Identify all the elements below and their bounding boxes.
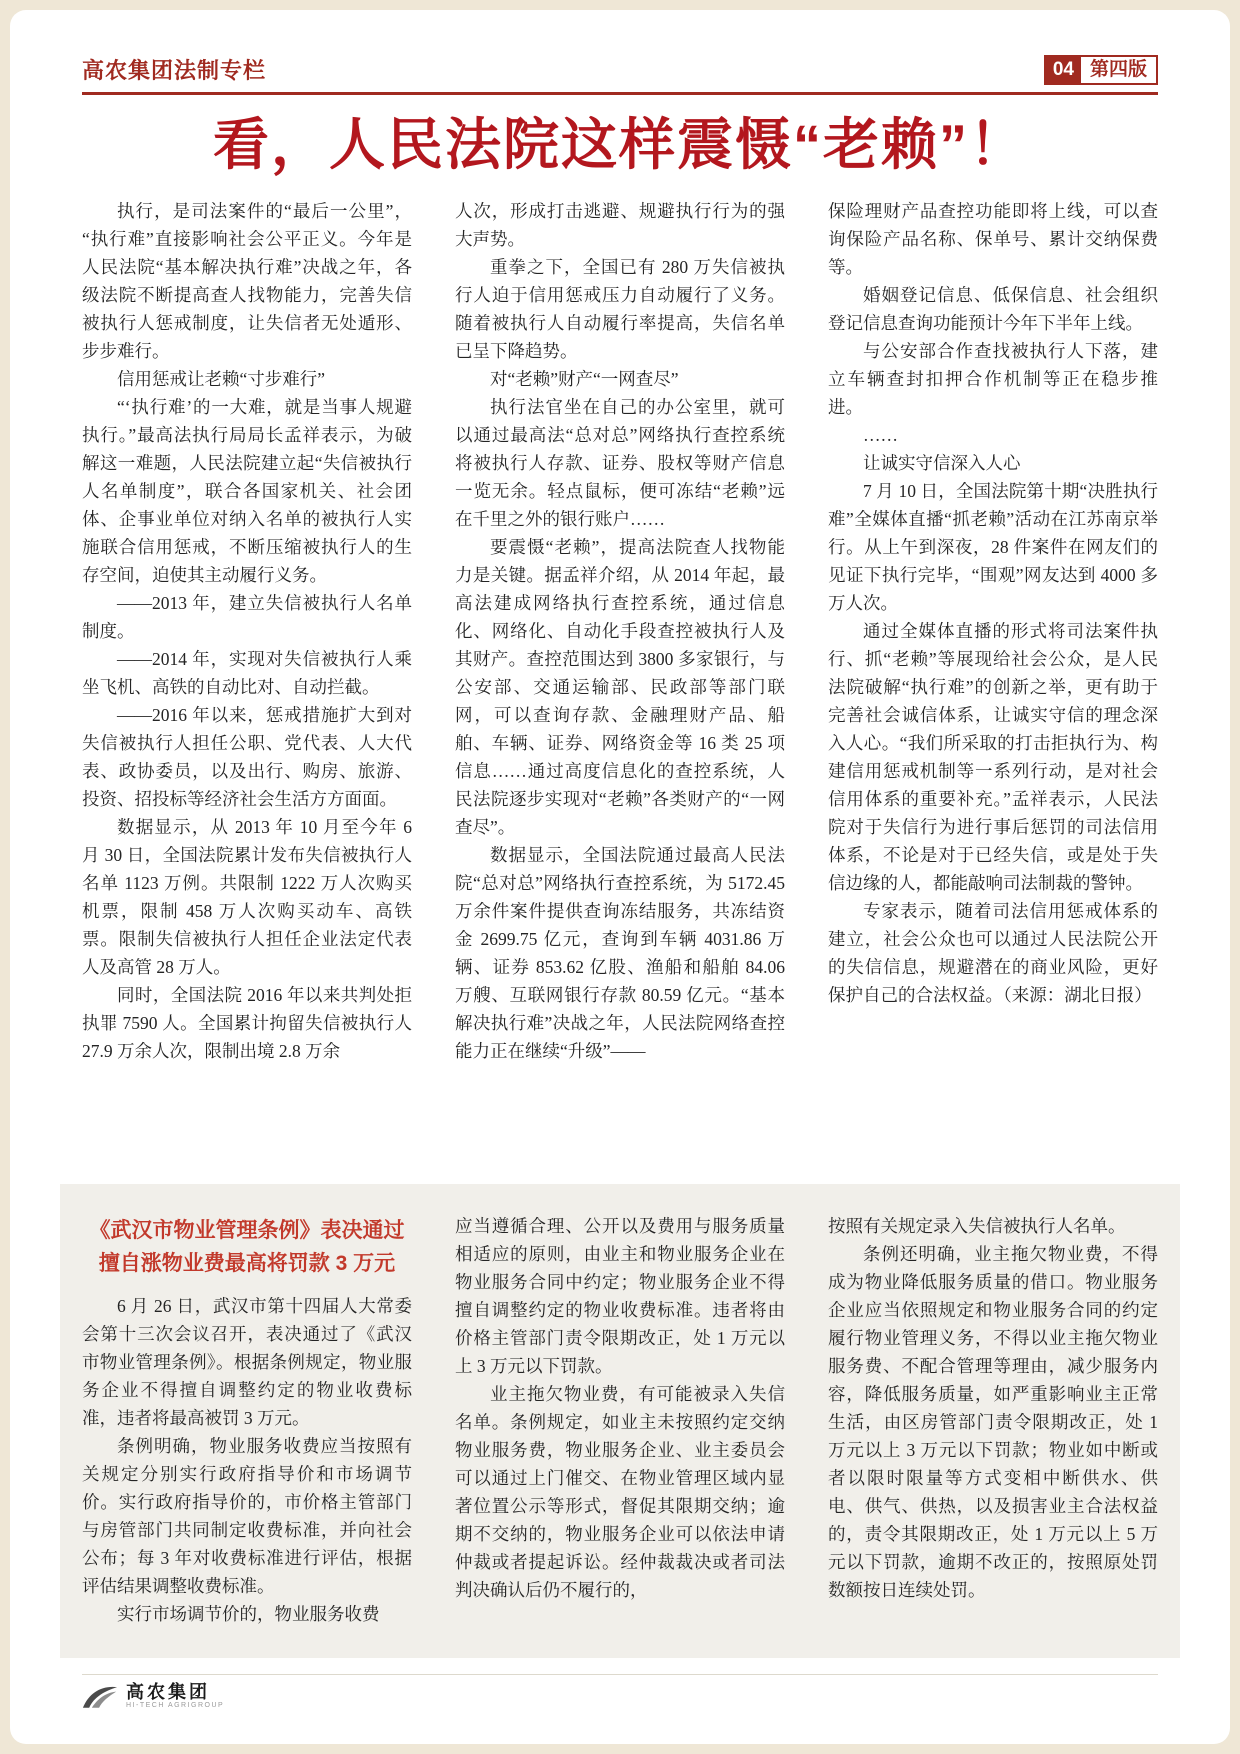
article1-column-3 <box>828 197 1158 1142</box>
article2-headline-line2: 擅自涨物业费最高将罚款 3 万元 <box>98 1252 396 1275</box>
paragraph: 婚姻登记信息、低保信息、社会组织登记信息查询功能预计今年下半年上线。 <box>828 285 1158 333</box>
paragraph: 要震慑“老赖”，提高法院查人找物能力是关键。据孟祥介绍，从 2014 年起，最高法建成网络执行查控系统，通过信息化、网络化、自动化手段查控被执行人及其财产。查控范围达到 3800 多家银行，与公安部、交通运输部、民政部等部门联网，可以查询存款、金融理财产品、船舶、车辆、证券、网络资金等 16 类 25 项信息……通过高度信息化的查控系统，人民法院逐步实现对“老赖”各类财产的“一网查尽”。 <box>455 537 785 837</box>
paragraph: 执行法官坐在自己的办公室里，就可以通过最高法“总对总”网络执行查控系统将被执行人存款、证券、股权等财产信息一览无余。轻点鼠标，便可冻结“老赖”远在千里之外的银行账户…… <box>455 397 785 529</box>
paragraph: ——2014 年，实现对失信被执行人乘坐飞机、高铁的自动比对、自动拦截。 <box>82 649 412 697</box>
paragraph: 条例明确，物业服务收费应当按照有关规定分别实行政府指导价和市场调节价。实行政府指导价的，市价格主管部门与房管部门共同制定收费标准，并向社会公布；每 3 年对收费标准进行评估，根据评估结果调整收费标准。 <box>82 1436 412 1596</box>
page-indicator <box>1044 55 1158 85</box>
company-logo-text <box>126 1683 224 1711</box>
paragraph: 条例还明确，业主拖欠物业费，不得成为物业降低服务质量的借口。物业服务企业应当依照规定和物业服务合同的约定履行物业管理义务，不得以业主拖欠物业服务费、不配合管理等理由，减少服务内容，降低服务质量，如严重影响业主正常生活，由区房管部门责令限期改正，处 1 万元以上 3 万元以下罚款；物业如中断或者以限时限量等方式变相中断供水、供电、供气、供热，以及损害业主合法权益的，责令其限期改正，处 1 万元以上 5 万元以下罚款，逾期不改正的，按照原处罚数额按日连续处罚。 <box>828 1244 1158 1600</box>
company-name: 高农集团 <box>126 1682 210 1702</box>
subhead: 信用惩戒让老赖“寸步难行” <box>117 369 326 389</box>
newspaper-page <box>10 10 1230 1744</box>
article2 <box>60 1184 1180 1658</box>
paragraph: …… <box>863 425 898 445</box>
article2-column-2 <box>455 1212 785 1628</box>
article2-column-3 <box>828 1212 1158 1628</box>
page-footer <box>82 1674 1158 1711</box>
paragraph: ——2016 年以来，惩戒措施扩大到对失信被执行人担任公职、党代表、人大代表、政协委员，以及出行、购房、旅游、投资、招投标等经济社会生活方方面面。 <box>82 705 412 809</box>
paragraph-continuation: 人次，形成打击逃避、规避执行行为的强大声势。 <box>455 201 785 249</box>
page-content <box>10 10 1230 1711</box>
footer-rule <box>82 1674 1158 1675</box>
company-tagline: HI-TECH AGRIGROUP <box>126 1702 225 1709</box>
section-label: 高农集团法制专栏 <box>82 58 267 83</box>
paragraph-continuation: 按照有关规定录入失信被执行人名单。 <box>828 1216 1126 1236</box>
company-logo-icon <box>82 1684 118 1710</box>
company-logo <box>82 1683 1158 1711</box>
paragraph: 通过全媒体直播的形式将司法案件执行、抓“老赖”等展现给社会公众，是人民法院破解“执行难”的创新之举，更有助于完善社会诚信体系，让诚实守信的理念深入人心。“我们所采取的打击拒执行为、构建信用惩戒机制等一系列行动，是对社会信用体系的重要补充。”孟祥表示，人民法院对于失信行为进行事后惩罚的司法信用体系，不论是对于已经失信，或是处于失信边缘的人，都能敲响司法制裁的警钟。 <box>828 621 1158 893</box>
paragraph: 同时，全国法院 2016 年以来共判处拒执罪 7590 人。全国累计拘留失信被执行人 27.9 万余人次，限制出境 2.8 万余 <box>82 985 412 1061</box>
article1-headline: 看，人民法院这样震慑“老赖”！ <box>213 113 1027 176</box>
article2-headline <box>82 1214 412 1280</box>
paragraph: ——2013 年，建立失信被执行人名单制度。 <box>82 593 412 641</box>
article2-column-1 <box>82 1212 412 1628</box>
article2-body <box>82 1212 1158 1628</box>
paragraph-continuation: 应当遵循合理、公开以及费用与服务质量相适应的原则，由业主和物业服务企业在物业服务合同中约定；物业服务企业不得擅自调整约定的物业收费标准。违者将由价格主管部门责令限期改正，处 1 万元以上 3 万元以下罚款。 <box>455 1216 785 1376</box>
paragraph: 数据显示，全国法院通过最高人民法院“总对总”网络执行查控系统，为 5172.45 万余件案件提供查询冻结服务，共冻结资金 2699.75 亿元，查询到车辆 4031.86 万辆、证券 853.62 亿股、渔船和船舶 84.06 万艘、互联网银行存款 80.59 亿元。“基本解决执行难”决战之年，人民法院网络查控能力正在继续“升级”—— <box>455 845 785 1061</box>
masthead <box>82 10 1158 95</box>
article1-column-1 <box>82 197 412 1142</box>
paragraph: 专家表示，随着司法信用惩戒体系的建立，社会公众也可以通过人民法院公开的失信信息，规避潜在的商业风险，更好保护自己的合法权益。（来源：湖北日报） <box>828 901 1158 1005</box>
paragraph: 与公安部合作查找被执行人下落，建立车辆查封扣押合作机制等正在稳步推进。 <box>828 341 1158 417</box>
paragraph: “‘执行难’的一大难，就是当事人规避执行。”最高法执行局局长孟祥表示，为破解这一难题，人民法院建立起“失信被执行人名单制度”，联合各国家机关、社会团体、企事业单位对纳入名单的被执行人实施联合信用惩戒，不断压缩被执行人的生存空间，迫使其主动履行义务。 <box>82 397 412 585</box>
subhead: 对“老赖”财产“一网查尽” <box>490 369 679 389</box>
paragraph: 6 月 26 日，武汉市第十四届人大常委会第十三次会议召开，表决通过了《武汉市物业管理条例》。根据条例规定，物业服务企业不得擅自调整约定的物业收费标准，违者将最高被罚 3 万元。 <box>82 1296 412 1428</box>
page-number: 04 <box>1046 57 1081 83</box>
paragraph: 实行市场调节价的，物业服务收费 <box>117 1604 380 1624</box>
paragraph: 执行，是司法案件的“最后一公里”，“执行难”直接影响社会公平正义。今年是人民法院“基本解决执行难”决战之年，各级法院不断提高查人找物能力，完善失信被执行人惩戒制度，让失信者无处遁形、步步难行。 <box>82 201 412 361</box>
paragraph: 重拳之下，全国已有 280 万失信被执行人迫于信用惩戒压力自动履行了义务。随着被执行人自动履行率提高，失信名单已呈下降趋势。 <box>455 257 785 361</box>
paragraph-continuation: 保险理财产品查控功能即将上线，可以查询保险产品名称、保单号、累计交纳保费等。 <box>828 201 1158 277</box>
edition-label: 第四版 <box>1089 59 1147 80</box>
paragraph: 数据显示，从 2013 年 10 月至今年 6 月 30 日，全国法院累计发布失信被执行人名单 1123 万例。共限制 1222 万人次购买机票，限制 458 万人次购买动车、高铁票。限制失信被执行人担任企业法定代表人及高管 28 万人。 <box>82 817 412 977</box>
article1-column-2 <box>455 197 785 1142</box>
paragraph: 业主拖欠物业费，有可能被录入失信名单。条例规定，如业主未按照约定交纳物业服务费，物业服务企业、业主委员会可以通过上门催交、在物业管理区域内显著位置公示等形式，督促其限期交纳；逾期不交纳的，物业服务企业可以依法申请仲裁或者提起诉讼。经仲裁裁决或者司法判决确认后仍不履行的， <box>455 1384 785 1600</box>
paragraph: 7 月 10 日，全国法院第十期“决胜执行难”全媒体直播“抓老赖”活动在江苏南京举行。从上午到深夜，28 件案件在网友们的见证下执行完毕，“围观”网友达到 4000 多万人次。 <box>828 481 1158 613</box>
article1-body <box>82 197 1158 1142</box>
article2-headline-line1: 《武汉市物业管理条例》表决通过 <box>89 1219 405 1242</box>
subhead: 让诚实守信深入人心 <box>863 453 1021 473</box>
